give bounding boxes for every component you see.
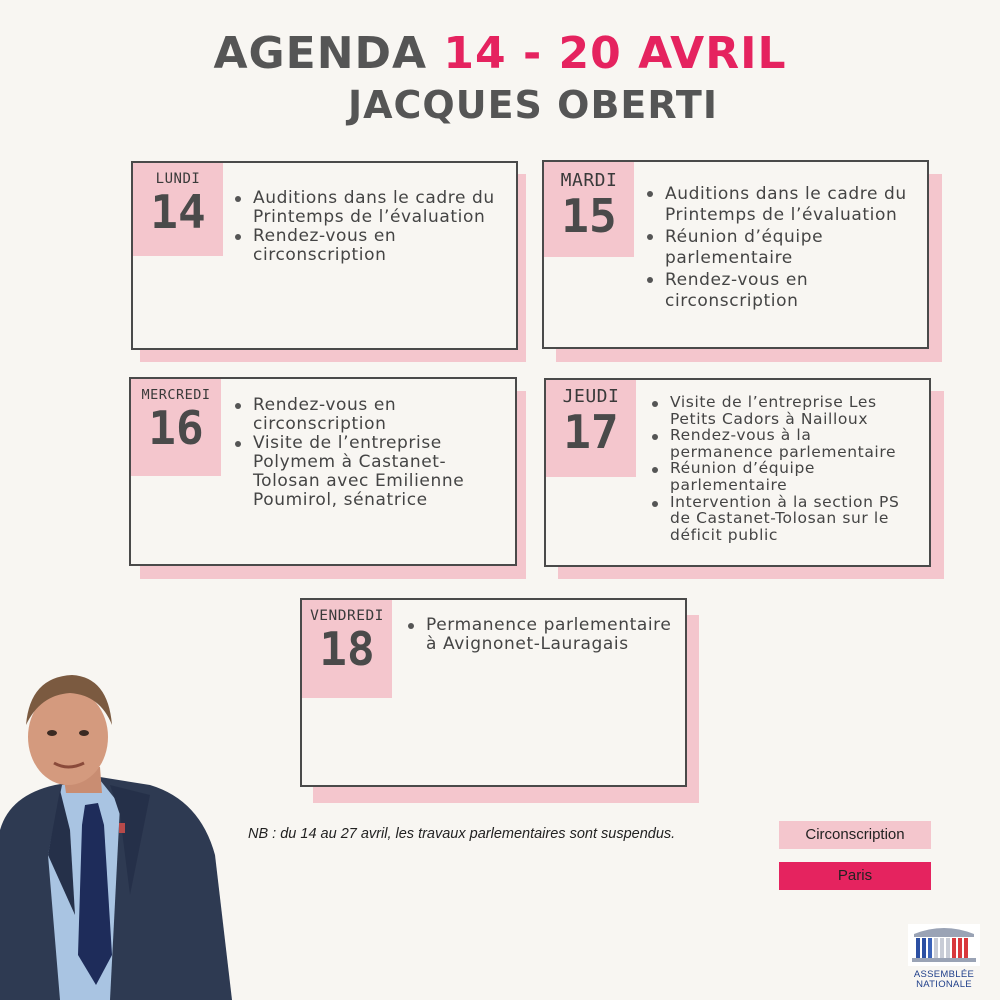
event-item: Intervention à la section PS de Castanet-Tolosan sur le déficit public [648, 494, 920, 544]
event-item: Visite de l’entreprise Polymem à Castanet-Tolosan avec Emilienne Poumirol, sénatrice [231, 434, 501, 510]
logo-line-2: NATIONALE [916, 979, 972, 990]
legend-paris: Paris [779, 862, 931, 890]
day-number: 15 [561, 189, 617, 243]
event-item: Auditions dans le cadre du Printemps de l’évaluation [231, 189, 511, 227]
deputy-portrait [0, 655, 232, 1000]
day-card-friday [300, 598, 687, 787]
event-list-thursday [648, 394, 920, 543]
deputy-name: JACQUES OBERTI [348, 83, 718, 127]
day-name: JEUDI [562, 386, 620, 407]
event-item: Rendez-vous en circonscription [231, 396, 501, 434]
event-list-friday [404, 616, 674, 654]
date-box-monday [133, 163, 223, 256]
event-item: Rendez-vous en circonscription [643, 270, 913, 313]
day-card-thursday [544, 378, 931, 567]
date-box-friday [302, 600, 392, 698]
day-number: 14 [150, 185, 206, 239]
agenda-dates: 14 - 20 AVRIL [443, 28, 787, 79]
event-item: Auditions dans le cadre du Printemps de l’évaluation [643, 184, 913, 227]
agenda-word: AGENDA [213, 28, 428, 79]
event-item: Permanence parlementaire à Avignonet-Lauragais [404, 616, 674, 654]
day-number: 18 [319, 622, 375, 676]
agenda-title [0, 28, 1000, 80]
event-list-tuesday [643, 184, 913, 312]
date-box-wednesday [131, 379, 221, 476]
day-number: 16 [148, 401, 204, 455]
day-name: MARDI [560, 170, 618, 191]
event-item: Réunion d’équipe parlementaire [648, 460, 920, 493]
logo-line-1: ASSEMBLÉE [913, 969, 975, 980]
day-card-tuesday [542, 160, 929, 349]
event-item: Rendez-vous à la permanence parlementaire [648, 427, 920, 460]
assemblee-nationale-logo [908, 924, 980, 992]
day-card-wednesday [129, 377, 517, 566]
event-list-monday [231, 189, 511, 265]
event-item: Visite de l’entreprise Les Petits Cadors à Nailloux [648, 394, 920, 427]
day-card-monday [131, 161, 518, 350]
date-box-thursday [546, 380, 636, 477]
day-name: LUNDI [155, 171, 201, 187]
hemicycle-icon [908, 924, 980, 966]
event-item: Réunion d’équipe parlementaire [643, 227, 913, 270]
day-name: VENDREDI [310, 608, 384, 624]
event-list-wednesday [231, 396, 501, 510]
parliament-suspension-note: NB : du 14 au 27 avril, les travaux parlementaires sont suspendus. [248, 826, 676, 842]
date-box-tuesday [544, 162, 634, 257]
event-item: Rendez-vous en circonscription [231, 227, 511, 265]
day-name: MERCREDI [141, 387, 211, 403]
day-number: 17 [563, 405, 619, 459]
legend-circonscription: Circonscription [779, 821, 931, 849]
